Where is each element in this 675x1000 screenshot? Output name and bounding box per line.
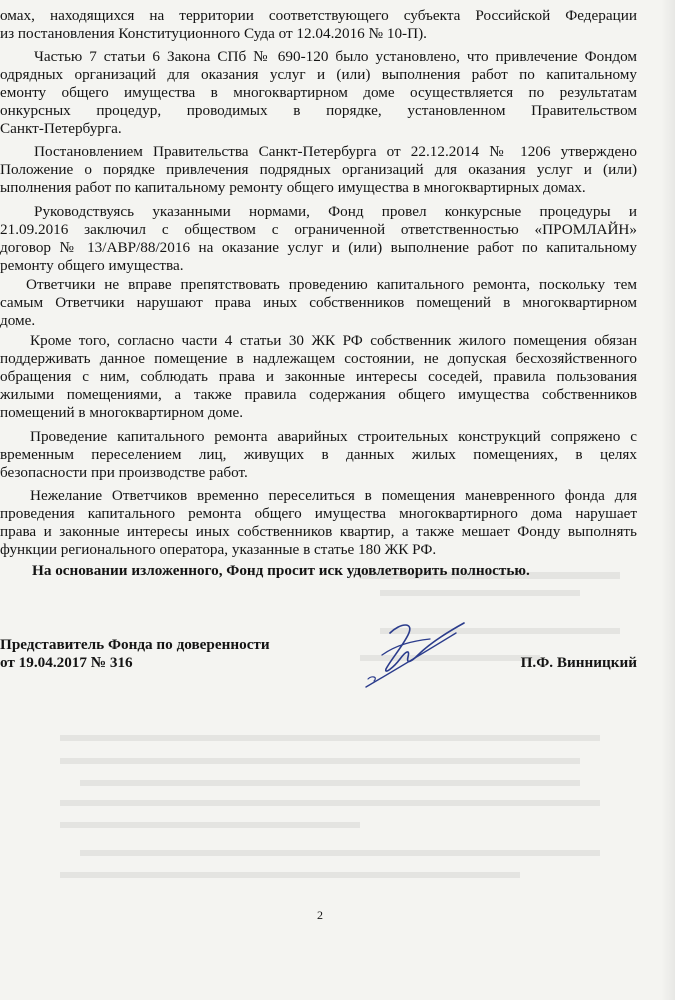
conclusion-text: На основании изложенного, Фонд просит иск удовлетворить полностью. bbox=[32, 562, 530, 579]
paragraph-0-line-0: омах, находящихся на территории соответствующего субъекта Российской Федерации bbox=[0, 7, 637, 24]
page-number: 2 bbox=[317, 908, 323, 922]
paragraph-6-line-1: временным переселением лиц, живущих в данных жилых помещениях, в целях bbox=[0, 446, 637, 463]
paragraph-3-line-1: 21.09.2016 заключил с обществом с ограниченной ответственностью «ПРОМЛАЙН» bbox=[0, 221, 637, 238]
paragraph-3-line-2: договор № 13/АВР/88/2016 на оказание услуг и (или) выполнение работ по капитальному bbox=[0, 239, 637, 256]
paragraph-5-line-0: Кроме того, согласно части 4 статьи 30 ЖК РФ собственник жилого помещения обязан bbox=[30, 332, 637, 349]
paragraph-1-line-3: онкурсных процедур, проводимых в порядке, установленном Правительством bbox=[0, 102, 637, 119]
paragraph-1-line-2: емонту общего имущества в многоквартирном доме осуществляется по результатам bbox=[0, 84, 637, 101]
paragraph-5-line-2: обращения с ним, соблюдать права и законные интересы соседей, правила пользования bbox=[0, 368, 637, 385]
paragraph-5-line-1: поддерживать данное помещение в надлежащем состоянии, не допуская бесхозяйственного bbox=[0, 350, 637, 367]
paragraph-6-line-0: Проведение капитального ремонта аварийных строительных конструкций сопряжено с bbox=[30, 428, 637, 445]
paragraph-6-line-2: безопасности при производстве работ. bbox=[0, 464, 248, 481]
paragraph-7-line-2: права и законные интересы иных собственников квартир, а также мешает Фонду выполнять bbox=[0, 523, 637, 540]
paragraph-3-line-0: Руководствуясь указанными нормами, Фонд провел конкурсные процедуры и bbox=[34, 203, 637, 220]
paragraph-5-line-4: помещений в многоквартирном доме. bbox=[0, 404, 244, 421]
paragraph-7-line-3: функции регионального оператора, указанные в статье 180 ЖК РФ. bbox=[0, 541, 437, 558]
paragraph-4-line-0: Ответчики не вправе препятствовать проведению капитального ремонта, поскольку тем bbox=[26, 276, 637, 293]
paragraph-2-line-2: ыполнения работ по капитальному ремонту общего имущества в многоквартирных домах. bbox=[0, 179, 586, 196]
paragraph-7-line-0: Нежелание Ответчиков временно переселиться в помещения маневренного фонда для bbox=[30, 487, 637, 504]
paragraph-7-line-1: проведения капитального ремонта общего имущества многоквартирного дома нарушает bbox=[0, 505, 637, 522]
paragraph-2-line-0: Постановлением Правительства Санкт-Петербурга от 22.12.2014 № 1206 утверждено bbox=[34, 143, 637, 160]
paragraph-1-line-0: Частью 7 статьи 6 Закона СПб № 690-120 было установлено, что привлечение Фондом bbox=[34, 48, 637, 65]
signer-name: П.Ф. Винницкий bbox=[520, 654, 637, 671]
paragraph-5-line-3: жилыми помещениями, а также правила содержания общего имущества собственников bbox=[0, 386, 637, 403]
representative-line-2: от 19.04.2017 № 316 bbox=[0, 654, 133, 671]
paragraph-4-line-2: доме. bbox=[0, 312, 36, 329]
paragraph-2-line-1: Положение о порядке привлечения подрядных организаций для оказания услуг и (или) bbox=[0, 161, 637, 178]
paragraph-1-line-4: Санкт-Петербурга. bbox=[0, 120, 122, 137]
paragraph-4-line-1: самым Ответчики нарушают права иных собственников помещений в многоквартирном bbox=[0, 294, 637, 311]
handwritten-signature-icon bbox=[360, 615, 470, 695]
paragraph-0-line-1: из постановления Конституционного Суда от 12.04.2016 № 10-П). bbox=[0, 25, 427, 42]
representative-line-1: Представитель Фонда по доверенности bbox=[0, 636, 270, 653]
paragraph-3-line-3: ремонту общего имущества. bbox=[0, 257, 184, 274]
paragraph-1-line-1: одрядных организаций для оказания услуг и (или) выполнения работ по капитальному bbox=[0, 66, 637, 83]
